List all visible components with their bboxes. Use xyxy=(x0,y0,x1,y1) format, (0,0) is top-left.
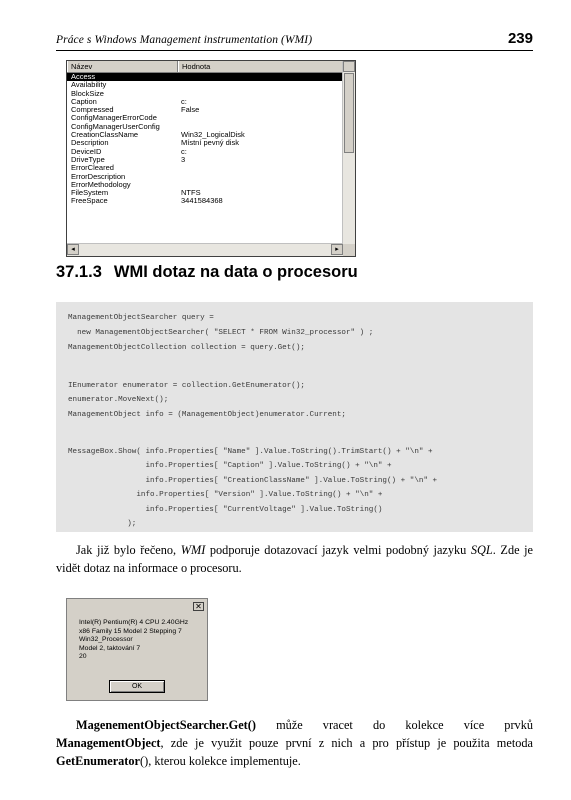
property-name: ConfigManagerUserConfig xyxy=(71,121,160,131)
text-segment: Jak již bylo řečeno, xyxy=(76,543,181,557)
wmi-term: WMI xyxy=(180,543,206,557)
message-line: Intel(R) Pentium(R) 4 CPU 2.40GHz xyxy=(79,619,189,626)
list-row[interactable] xyxy=(67,197,343,205)
paragraph-explanation xyxy=(56,716,533,770)
header-rule xyxy=(56,50,533,51)
property-name: Access xyxy=(71,73,96,81)
property-value: c: xyxy=(181,146,187,156)
section-title: WMI dotaz na data o procesoru xyxy=(113,263,358,281)
text-segment: , zde je využit pouze první z nich a pro přístup je použita metoda xyxy=(160,736,533,750)
scroll-right-icon[interactable]: ▸ xyxy=(331,244,343,255)
column-header-name[interactable]: Název xyxy=(67,61,178,72)
text-segment: . Zde je vidět dotaz na informace o procesoru. xyxy=(56,543,534,575)
property-value: c: xyxy=(181,96,187,106)
column-header-value[interactable]: Hodnota xyxy=(178,61,343,72)
property-name: Caption xyxy=(71,96,97,106)
section-number: 37.1.3 xyxy=(56,263,102,281)
section-heading xyxy=(56,263,358,282)
page-number: 239 xyxy=(507,30,533,47)
property-name: DeviceID xyxy=(71,146,102,156)
message-line: x86 Family 15 Model 2 Stepping 7 xyxy=(79,627,182,635)
property-name: Compressed xyxy=(71,105,114,115)
code-line: info.Properties[ "CreationClassName" ].Value.ToString() + "\n" + xyxy=(68,477,438,485)
method-term: MagenementObjectSearcher.Get() xyxy=(76,718,256,732)
code-line: ); xyxy=(68,520,137,528)
code-line: info.Properties[ "Version" ].Value.ToString() + "\n" + xyxy=(68,491,383,499)
property-name: DriveType xyxy=(71,154,105,164)
message-text xyxy=(79,619,188,662)
property-value: 3441584368 xyxy=(181,196,223,206)
code-listing xyxy=(56,302,533,532)
code-line: ManagementObject info = (ManagementObject)enumerator.Current; xyxy=(68,411,346,419)
text-segment: (), kterou kolekce implementuje. xyxy=(140,754,301,768)
list-row[interactable] xyxy=(67,181,343,189)
scroll-thumb[interactable] xyxy=(344,73,354,153)
vertical-scrollbar[interactable] xyxy=(342,61,355,244)
class-term: ManagementObject xyxy=(56,736,161,750)
property-value: 3 xyxy=(181,154,186,164)
horizontal-scrollbar[interactable] xyxy=(67,243,343,256)
list-row[interactable] xyxy=(67,73,343,81)
property-name: CreationClassName xyxy=(71,130,139,140)
list-row[interactable] xyxy=(67,90,343,98)
property-name: Availability xyxy=(71,80,107,90)
method-term: GetEnumerator xyxy=(56,754,141,768)
list-row[interactable] xyxy=(67,148,343,156)
property-name: ErrorMethodology xyxy=(71,179,131,189)
code-line: ManagementObjectCollection collection = query.Get(); xyxy=(68,344,305,352)
message-line: Win32_Processor xyxy=(79,636,133,644)
running-header-title: Práce s Windows Management instrumentation (WMI) xyxy=(56,34,313,46)
property-value: Win32_LogicalDisk xyxy=(181,130,245,140)
property-name: Description xyxy=(71,138,109,148)
code-line: IEnumerator enumerator = collection.GetEnumerator(); xyxy=(68,382,305,390)
property-name: BlockSize xyxy=(71,88,104,98)
property-value: False xyxy=(181,105,200,115)
list-header xyxy=(67,61,343,73)
property-value: NTFS xyxy=(181,188,201,198)
message-box xyxy=(66,598,208,701)
scrollbar-corner xyxy=(343,244,355,256)
list-row[interactable] xyxy=(67,139,343,147)
text-segment: může vracet do kolekce více prvků xyxy=(255,718,533,732)
property-name: FreeSpace xyxy=(71,196,108,206)
property-name: ConfigManagerErrorCode xyxy=(71,113,157,123)
code-line: enumerator.MoveNext(); xyxy=(68,396,169,404)
message-line: 20 xyxy=(79,653,87,661)
property-name: ErrorCleared xyxy=(71,163,114,173)
paragraph-intro xyxy=(56,541,533,577)
code-line: MessageBox.Show( info.Properties[ "Name" ].Value.ToString().TrimStart() + "\n" + xyxy=(68,448,433,456)
properties-list-view xyxy=(66,60,356,257)
code-line: ManagementObjectSearcher query = xyxy=(68,314,214,322)
sql-term: SQL xyxy=(470,543,493,557)
text-segment: podporuje dotazovací jazyk velmi podobný jazyku xyxy=(205,543,471,557)
scroll-left-icon[interactable]: ◂ xyxy=(67,244,79,255)
code-line: new ManagementObjectSearcher( "SELECT * FROM Win32_processor" ) ; xyxy=(68,329,374,337)
code-line: info.Properties[ "Caption" ].Value.ToString() + "\n" + xyxy=(68,462,392,470)
message-line: Model 2, taktování 7 xyxy=(79,644,141,652)
scroll-up-button[interactable] xyxy=(343,61,355,72)
code-line: info.Properties[ "CurrentVoltage" ].Value.ToString() xyxy=(68,506,383,514)
property-value: Místní pevný disk xyxy=(181,138,239,148)
property-name: ErrorDescription xyxy=(71,171,126,181)
ok-button[interactable]: OK xyxy=(109,680,165,693)
close-icon[interactable]: ✕ xyxy=(193,602,204,611)
list-row[interactable] xyxy=(67,81,343,89)
property-name: FileSystem xyxy=(71,188,109,198)
list-body xyxy=(67,73,343,244)
